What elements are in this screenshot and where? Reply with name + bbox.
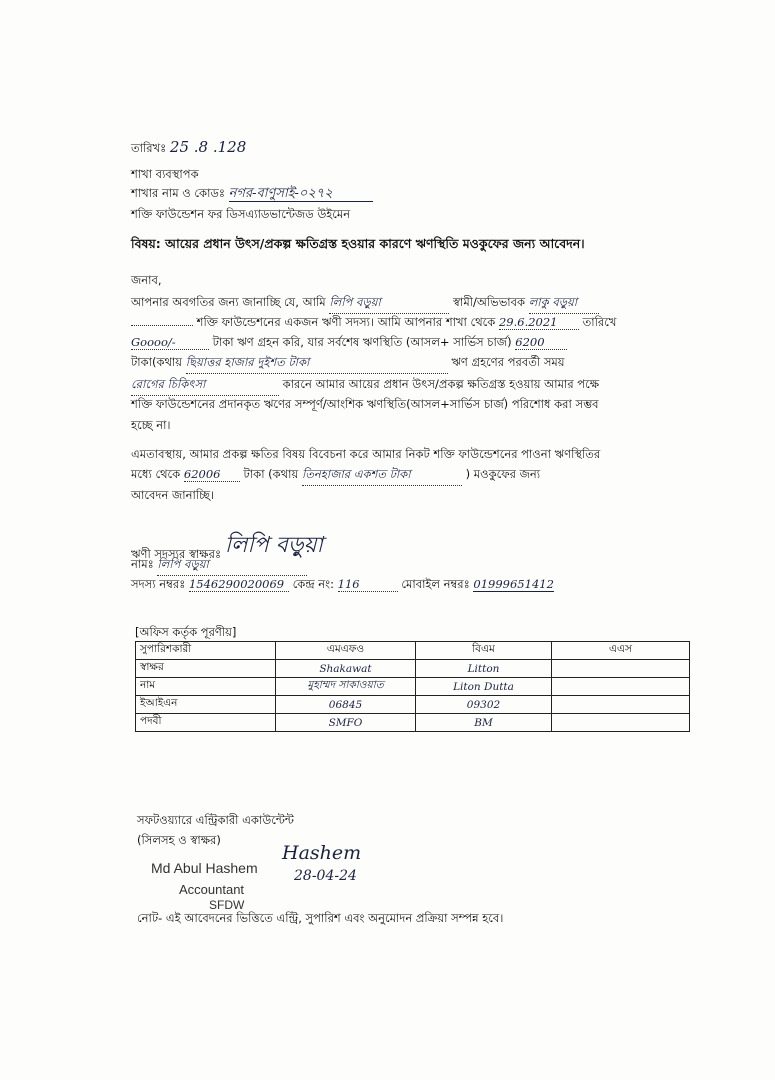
para2-text-a: মধ্যে থেকে xyxy=(131,467,181,481)
member-name: লিপি বড়ুয়া xyxy=(157,556,307,576)
stamp-name: Md Abul Hashem xyxy=(151,860,258,876)
stamp-title: Accountant xyxy=(179,882,245,897)
para1-text-c: শক্তি ফাউন্ডেশনের একজন ঋণী সদস্য। আমি আপনার শাখা থেকে xyxy=(196,315,496,329)
mobile-label: মোবাইল নম্বরঃ xyxy=(401,577,470,591)
as-ein xyxy=(552,696,690,714)
para1-text-g: ঋণ গ্রহণের পরবর্তী সময় xyxy=(451,355,565,369)
damage-reason: রোগের চিকিৎসা xyxy=(131,376,279,396)
member-signature: লিপি বড়ুয়া xyxy=(224,533,323,558)
mobile-number: 01999651412 xyxy=(473,577,554,591)
branch-line xyxy=(131,184,373,205)
branch-label: শাখার নাম ও কোডঃ xyxy=(131,186,226,200)
header-cell: এমএফও xyxy=(276,642,416,660)
date-label: তারিখঃ xyxy=(131,141,167,155)
para1-line5 xyxy=(131,376,599,396)
as-signature xyxy=(552,660,690,678)
para1-line4 xyxy=(131,354,565,374)
member-number-line xyxy=(131,576,554,595)
para2-line2 xyxy=(131,466,540,486)
waiver-words: তিনহাজার একশত টাকা xyxy=(302,466,462,486)
table-row xyxy=(136,660,690,678)
mfo-designation: SMFO xyxy=(276,714,416,732)
para2-line1: এমতাবস্থায়, আমার প্রকল্প ক্ষতির বিষয় বিবেচনা করে আমার নিকট শক্তি ফাউন্ডেশনের পাওনা ঋণস্থিতির xyxy=(131,447,601,461)
para1-line2 xyxy=(131,314,616,333)
table-row xyxy=(136,696,690,714)
row-label: স্বাক্ষর xyxy=(136,660,276,678)
signature-label: ঋণী সদস্যর স্বাক্ষরঃ xyxy=(131,547,222,561)
header-cell: এএস xyxy=(552,642,690,660)
stamp-org: SFDW xyxy=(209,898,245,912)
para1-line7: হচ্ছে না। xyxy=(131,418,171,432)
para2-text-b: টাকা (কথায় xyxy=(243,467,299,481)
applicant-name: লিপি বড়ুয়া xyxy=(329,294,449,314)
seal-signature-label: (সিলসহ ও স্বাক্ষর) xyxy=(137,833,221,847)
para1-text-h: কারনে আমার আয়ের প্রধান উৎস/প্রকল্প ক্ষতিগ্রস্ত হওয়ায় আমার পক্ষে xyxy=(282,377,600,391)
mfo-signature: Shakawat xyxy=(276,660,416,678)
table-row xyxy=(136,678,690,696)
blank-dots xyxy=(131,325,193,326)
row-label: নাম xyxy=(136,678,276,696)
date-value: 25 .8 .128 xyxy=(169,138,247,156)
row-label: ইআইএন xyxy=(136,696,276,714)
as-name xyxy=(552,678,690,696)
table-header-row xyxy=(136,642,690,660)
member-number: 1546290020069 xyxy=(189,577,289,592)
center-label: কেন্দ্র নং: xyxy=(292,577,334,591)
outstanding-balance: 6200 xyxy=(515,335,567,350)
loan-amount: Goooo/- xyxy=(131,335,209,350)
bm-name: Liton Dutta xyxy=(416,678,552,696)
mfo-name: মুহাম্মদ সাকাওয়াত xyxy=(276,678,416,696)
amount-in-words: ছিয়াত্তর হাজার দুইশত টাকা xyxy=(186,354,448,374)
waiver-amount: 62006 xyxy=(184,467,240,482)
member-name-line xyxy=(131,556,307,576)
para1-text-e: টাকা ঋণ গ্রহন করি, যার সর্বশেষ ঋণস্থিতি (আসল+ সার্ভিস চার্জ) xyxy=(212,335,512,349)
para1-text-a: আপনার অবগতির জন্য জানাচ্ছি যে, আমি xyxy=(131,295,326,309)
para1-line1 xyxy=(131,294,599,314)
header-cell: বিএম xyxy=(416,642,552,660)
as-designation xyxy=(552,714,690,732)
table-row xyxy=(136,714,690,732)
org-name: শক্তি ফাউন্ডেশন ফর ডিসএ্যাডভান্টেজড উইমেন xyxy=(131,207,351,221)
para1-text-d: তারিখে xyxy=(582,315,617,329)
note: নোট- এই আবেদনের ভিত্তিতে এন্ট্রি, সুপারিশ এবং অনুমোদন প্রক্রিয়া সম্পন্ন হবে। xyxy=(137,911,504,925)
recommendation-table xyxy=(135,641,690,732)
row-label: পদবী xyxy=(136,714,276,732)
date-line xyxy=(131,138,246,159)
salutation: জনাব, xyxy=(131,273,162,287)
name-label: নামঃ xyxy=(131,557,154,571)
bm-signature: Litton xyxy=(416,660,552,678)
office-title: [অফিস কর্তৃক পূরণীয়] xyxy=(135,625,237,639)
subject: বিষয়: আয়ের প্রধান উৎস/প্রকল্প ক্ষতিগ্রস্ত হওয়ার কারণে ঋণস্থিতি মওকুফের জন্য আবেদন। xyxy=(131,236,585,251)
para1-line3 xyxy=(131,334,567,353)
manager-label: শাখা ব্যবস্থাপক xyxy=(131,167,199,181)
accountant-signature: Hashem xyxy=(282,842,362,864)
center-number: 116 xyxy=(338,577,398,592)
para1-text-f: টাকা(কথায় xyxy=(131,355,183,369)
para2-line3: আবেদন জানাচ্ছি। xyxy=(131,488,215,502)
loan-date: 29.6.2021 xyxy=(499,315,579,330)
para1-line6: শক্তি ফাউন্ডেশনের প্রদানকৃত ঋণের সম্পূর্ণ/আংশিক ঋণস্থিতি(আসল+সার্ভিস চার্জ) পরিশোধ করা সম্ভব xyxy=(131,397,599,411)
para2-text-c: ) মওকুফের জন্য xyxy=(465,467,541,481)
header-cell: সুপারিশকারী xyxy=(136,642,276,660)
bm-designation: BM xyxy=(416,714,552,732)
number-label: সদস্য নম্বরঃ xyxy=(131,577,186,591)
para1-text-b: স্বামী/অভিভাবক xyxy=(453,295,526,309)
bm-ein: 09302 xyxy=(416,696,552,714)
guardian-name: লাকু বড়ুয়া xyxy=(529,294,599,314)
mfo-ein: 06845 xyxy=(276,696,416,714)
accountant-label: সফটওয়্যারে এন্ট্রিকারী একাউন্টেন্ট xyxy=(137,813,294,827)
signature-date: 28-04-24 xyxy=(294,868,357,884)
branch-value: নগর-বাণুসাই-০২৭২ xyxy=(229,186,373,202)
